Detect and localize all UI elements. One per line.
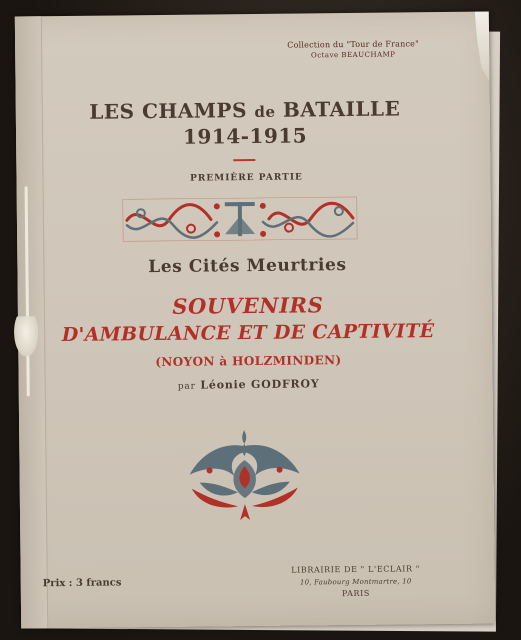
main-title-line-1: SOUVENIRS bbox=[172, 292, 324, 319]
book-cover bbox=[15, 12, 495, 629]
collection-author: Octave BEAUCHAMP bbox=[310, 50, 396, 60]
author-name: Léonie GODFROY bbox=[200, 377, 320, 392]
red-divider bbox=[233, 159, 255, 161]
title-end: BATAILLE bbox=[282, 96, 401, 122]
main-title-line-2: D'AMBULANCE ET DE CAPTIVITÉ bbox=[61, 320, 435, 347]
center-ornament bbox=[179, 425, 310, 526]
collection-label bbox=[273, 38, 433, 62]
torn-corner bbox=[469, 12, 490, 82]
publisher-name: LIBRAIRIE DE " L'ECLAIR " bbox=[291, 564, 421, 575]
subtitle: Les Cités Meurtries bbox=[148, 255, 347, 278]
ornament-band bbox=[121, 193, 360, 245]
binding-tassel bbox=[14, 316, 38, 356]
author-line bbox=[99, 376, 399, 392]
title-line-1 bbox=[66, 96, 424, 124]
main-title-line-3: (NOYON à HOLZMINDEN) bbox=[155, 353, 342, 370]
publisher-address: 10, Faubourg Montmartre, 10 bbox=[299, 577, 412, 587]
title-years: 1914-1915 bbox=[182, 123, 308, 149]
collection-line: Collection du "Tour de France" bbox=[287, 39, 420, 50]
price-label: Prix : 3 francs bbox=[42, 577, 122, 590]
publisher-city: PARIS bbox=[341, 588, 370, 599]
part-label: PREMIÈRE PARTIE bbox=[190, 172, 303, 184]
author-prefix: par bbox=[177, 381, 196, 392]
title-main: LES CHAMPS bbox=[89, 98, 248, 124]
title-small: de bbox=[254, 102, 276, 121]
publisher-block bbox=[271, 563, 441, 601]
